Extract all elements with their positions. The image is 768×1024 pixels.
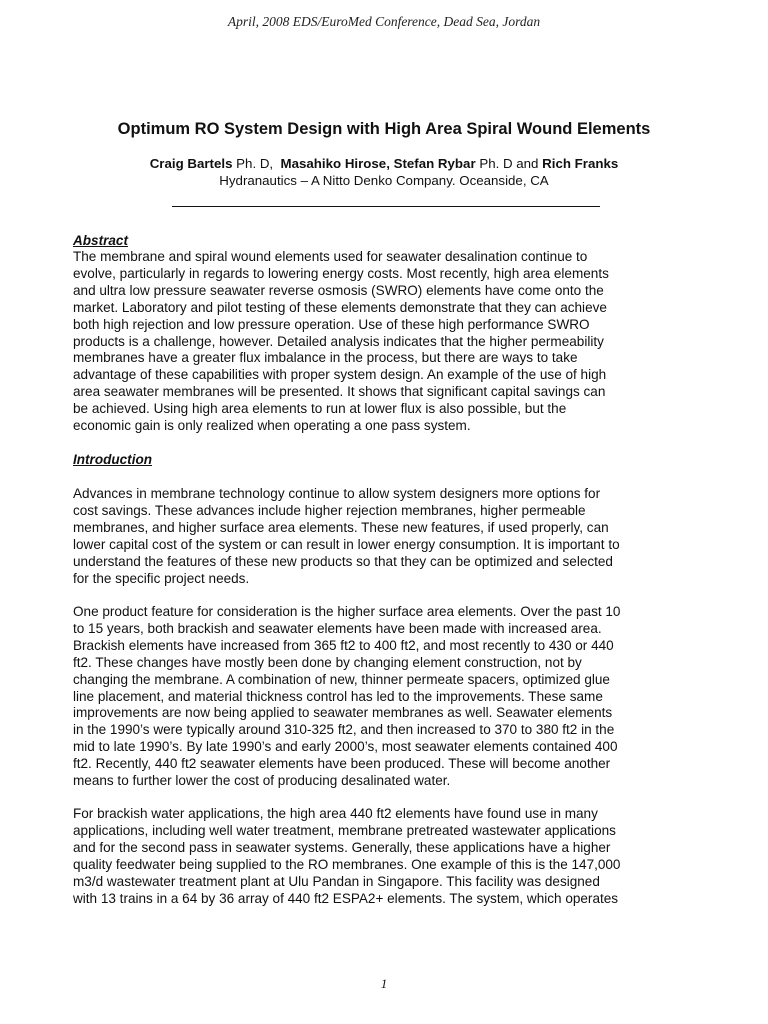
page-number: 1: [380, 976, 388, 991]
intro-paragraph-3: [73, 806, 713, 907]
text-line: in the 1990’s were typically around 310-325 ft2, and then increased to 370 to 380 ft2 in the: [73, 722, 615, 738]
text-line: improvements are now being applied to seawater membranes as well. Seawater elements: [73, 705, 613, 721]
author-block: [0, 155, 768, 189]
text-line: The membrane and spiral wound elements used for seawater desalination continue to: [73, 249, 588, 264]
text-line: line placement, and material thickness control has led to the improvements. These same: [73, 688, 603, 704]
author-name: Craig Bartels: [149, 156, 233, 171]
text-line: both high rejection and low pressure operation. Use of these high performance SWRO: [73, 316, 590, 332]
text-line: means to further lower the cost of producing desalinated water.: [73, 773, 451, 789]
author-degree: Ph. D,: [232, 156, 281, 171]
author-line: [0, 155, 768, 172]
author-degree: Ph. D and: [475, 156, 543, 171]
author-names: Masahiko Hirose, Stefan Rybar: [280, 156, 476, 171]
affiliation: Hydranautics – A Nitto Denko Company. Oceanside, CA: [219, 173, 549, 188]
text-line: One product feature for consideration is the higher surface area elements. Over the past 10: [73, 604, 621, 619]
text-line: quality feedwater being supplied to the RO membranes. One example of this is the 147,000: [73, 856, 621, 872]
text-line: mid to late 1990’s. By late 1990’s and early 2000’s, most seawater elements contained 400: [73, 739, 618, 755]
abstract-heading: Abstract: [73, 233, 128, 248]
intro-paragraph-2: [73, 604, 713, 790]
text-line: market. Laboratory and pilot testing of these elements demonstrate that they can achieve: [73, 299, 607, 315]
text-line: and ultra low pressure seawater reverse osmosis (SWRO) elements have come onto the: [73, 282, 604, 298]
text-line: and for the second pass in seawater systems. Generally, these applications have a higher: [73, 839, 611, 855]
introduction-heading: Introduction: [73, 452, 153, 467]
text-line: membranes, and higher surface area elements. These new features, if used properly, can: [73, 519, 609, 535]
intro-paragraph-1: [73, 486, 713, 587]
text-line: cost savings. These advances include higher rejection membranes, higher permeable: [73, 502, 586, 518]
text-line: applications, including well water treatment, membrane pretreated wastewater applications: [73, 822, 616, 838]
paper-title: Optimum RO System Design with High Area Spiral Wound Elements: [117, 120, 651, 138]
text-line: economic gain is only realized when operating a one pass system.: [73, 418, 471, 434]
text-line: changing the membrane. A combination of new, thinner permeate spacers, optimized glue: [73, 671, 610, 687]
text-line: Brackish elements have increased from 365 ft2 to 400 ft2, and most recently to 430 or 440: [73, 637, 614, 653]
text-line: be achieved. Using high area elements to run at lower flux is also possible, but the: [73, 401, 567, 417]
abstract-paragraph: [73, 249, 713, 435]
text-line: For brackish water applications, the high area 440 ft2 elements have found use in many: [73, 806, 598, 821]
text-line: m3/d wastewater treatment plant at Ulu Pandan in Singapore. This facility was designed: [73, 873, 600, 889]
text-line: ft2. Recently, 440 ft2 seawater elements have been produced. These will become another: [73, 756, 611, 772]
text-line: membranes have a greater flux imbalance in the process, but there are ways to take: [73, 350, 578, 366]
text-line: to 15 years, both brackish and seawater elements have been made with increased area.: [73, 620, 602, 636]
text-line: lower capital cost of the system or can result in lower energy consumption. It is important to: [73, 536, 620, 552]
text-line: area seawater membranes will be presented. It shows that significant capital savings can: [73, 384, 606, 400]
text-line: with 13 trains in a 64 by 36 array of 440 ft2 ESPA2+ elements. The system, which operates: [73, 890, 619, 906]
running-header: April, 2008 EDS/EuroMed Conference, Dead Sea, Jordan: [227, 14, 541, 29]
text-line: ft2. These changes have mostly been done by changing element construction, not by: [73, 654, 582, 670]
text-line: evolve, particularly in regards to lowering energy costs. Most recently, high area elements: [73, 265, 609, 281]
text-line: for the specific project needs.: [73, 570, 250, 586]
text-line: understand the features of these new products so that they can be optimized and selected: [73, 553, 613, 569]
author-name: Rich Franks: [542, 156, 619, 171]
title-divider: [172, 206, 600, 207]
text-line: advantage of these capabilities with proper system design. An example of the use of high: [73, 367, 607, 383]
text-line: Advances in membrane technology continue to allow system designers more options for: [73, 486, 601, 501]
text-line: products is a challenge, however. Detailed analysis indicates that the higher permeability: [73, 333, 604, 349]
